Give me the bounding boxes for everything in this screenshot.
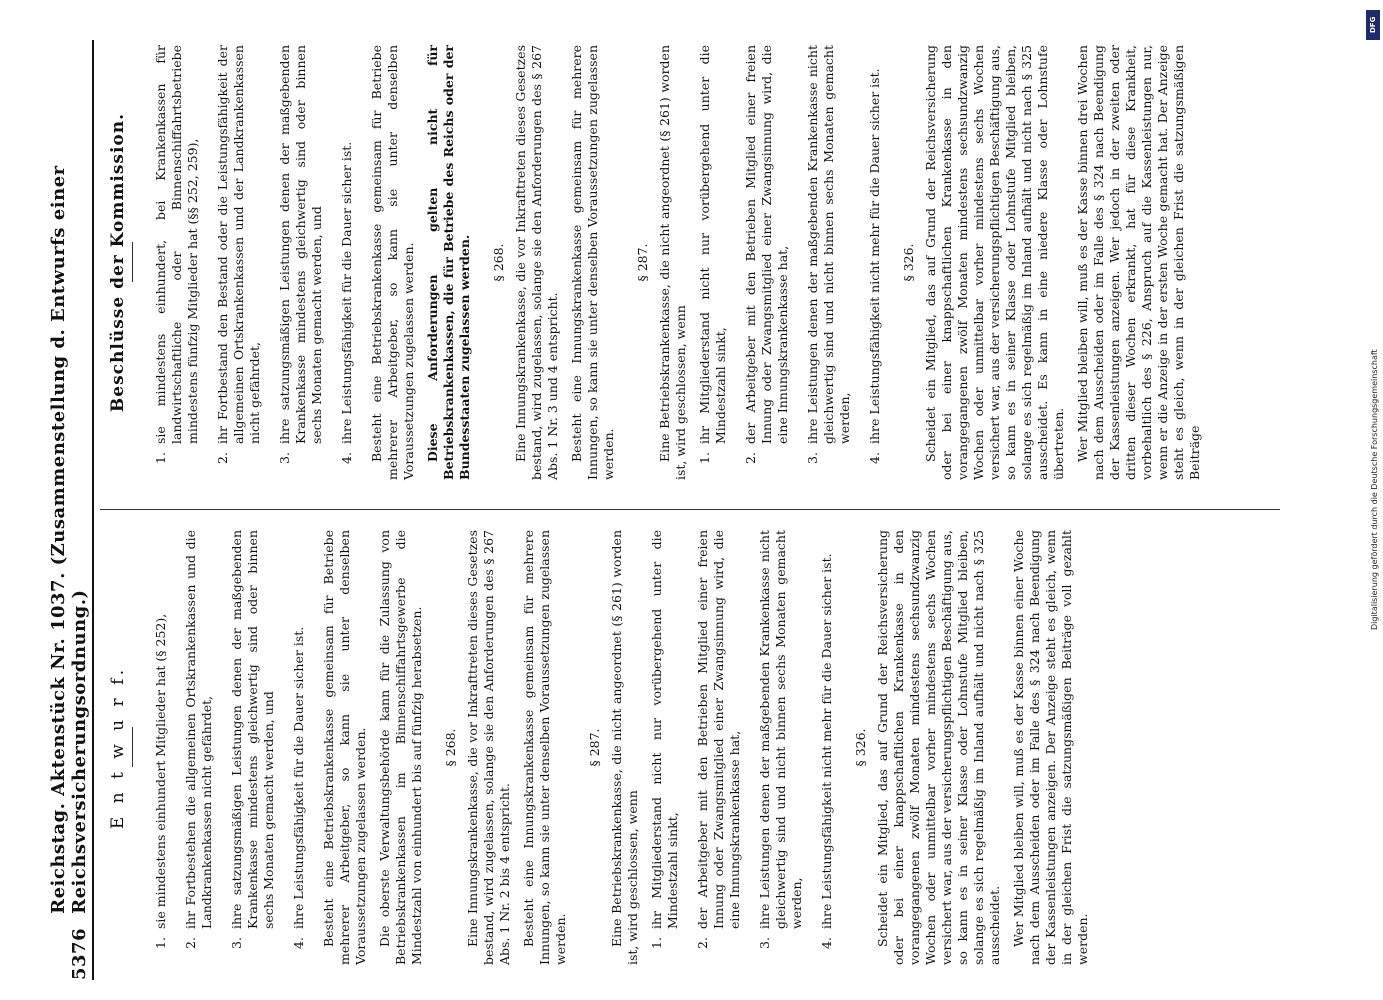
page-number: 5376	[69, 927, 90, 980]
paragraph: Besteht eine Betriebskrankenkasse gemeinsam für Betriebe mehrerer Arbeitgeber, so kann sie unter denselben Voraussetzungen zugelassen werden.	[321, 530, 368, 965]
list-item	[757, 530, 805, 965]
item-text: ihre Leistungsfähigkeit für die Dauer sicher ist.	[339, 141, 354, 444]
item-text: sie mindestens einhundert Mitglieder hat (§ 252),	[153, 613, 168, 929]
item-text: der Arbeitgeber mit den Betrieben Mitglied einer freien Innung oder Zwangsmitglied einer Zwangsinnung wird, die eine Innungskrankenkasse hat,	[695, 530, 742, 929]
item-text: ihre satzungsmäßigen Leistungen denen der maßgebenden Krankenkasse mindestens gleichwertig sind oder binnen sechs Monaten gemacht werden, und	[229, 530, 276, 929]
list-item	[153, 45, 201, 480]
list-item	[697, 45, 729, 480]
item-number: 4.	[867, 452, 882, 464]
item-text: der Arbeitgeber mit den Betrieben Mitglied einer freien Innung oder Zwangsmitglied einer Zwangsinnung wird, die eine Innungskrankenkasse hat,	[743, 45, 790, 444]
list-item	[183, 530, 215, 965]
section-heading: § 287.	[635, 243, 650, 282]
paragraph: Scheidet ein Mitglied, das auf Grund der Reichsversicherung oder bei einer knappschaftlichen Krankenkasse in den vorangegangenen zwölf Monaten mindestens sechsundzwanzig Wochen oder unmittelbar vorher mindestens sechs Wochen versichert war, aus der versicherungspflichtigen Beschäftigung aus, so kann es in seiner Klasse oder Lohnstufe Mitglied bleiben, solange es sich regelmäßig im Inland aufhält und nicht nach § 325 ausscheidet.	[875, 530, 1002, 965]
item-number: 4.	[819, 937, 834, 949]
list-item	[649, 530, 681, 965]
section-heading: § 326.	[901, 243, 916, 282]
item-text: ihre Leistungen denen der maßgebenden Krankenkasse nicht gleichwertig sind und nicht binnen sechs Monaten gemacht werden,	[805, 45, 852, 444]
digitization-note: Digitalisierung gefördert durch die Deutsche Forschungsgemeinschaft	[1370, 349, 1379, 630]
paragraph: Die oberste Verwaltungsbehörde kann für die Zulassung von Betriebskrankenkassen im Binnenschiffahrtsgewerbe die Mindestzahl von einhundert bis auf fünfzig herabsetzen.	[377, 530, 424, 965]
section-heading: § 287.	[587, 728, 602, 767]
list-item	[229, 530, 277, 965]
item-number: 3.	[805, 452, 820, 464]
item-text: ihr Fortbestand den Bestand oder die Leistungsfähigkeit der allgemeinen Ortskrankenkassen und der Landkrankenkassen nicht gefährdet,	[215, 45, 262, 444]
paragraph: Besteht eine Betriebskrankenkasse gemeinsam für Betriebe mehrerer Arbeitgeber, so kann sie unter denselben Voraussetzungen zugelassen werden.	[369, 45, 416, 480]
item-number: 3.	[277, 452, 292, 464]
item-text: ihr Mitgliederstand nicht nur vorübergehend unter die Mindestzahl sinkt,	[649, 530, 680, 929]
paragraph: Scheidet ein Mitglied, das auf Grund der Reichsversicherung oder bei einer knappschaftlichen Krankenkasse in den vorangegangenen zwölf Monaten mindestens sechsundzwanzig Wochen oder unmittelbar vorher mindestens sechs Wochen versichert war, aus der versicherungspflichtigen Beschäftigung aus, so kann es in seiner Klasse oder Lohnstufe Mitglied bleiben, solange es sich regelmäßig im Inland aufhält und nicht nach § 325 ausscheidet. Es kann in eine niedere Klasse oder Lohnstufe übertreten.	[923, 45, 1066, 480]
item-text: ihre Leistungsfähigkeit nicht mehr für die Dauer sicher ist.	[819, 553, 834, 929]
paragraph-amendment: Diese Anforderungen gelten nicht für Betriebskrankenkassen, die für Betriebe des Reichs oder der Bundesstaaten zugelassen werden.	[425, 45, 472, 480]
item-text: ihre Leistungsfähigkeit für die Dauer sicher ist.	[291, 626, 306, 929]
item-number: 3.	[229, 937, 244, 949]
item-text: sie mindestens einhundert, bei Krankenkassen für landwirtschaftliche oder Binnenschiffahrtsbetriebe mindestens fünfzig Mitglieder hat (§§ 252, 259),	[153, 45, 200, 444]
paragraph: Besteht eine Innungskrankenkasse gemeinsam für mehrere Innungen, so kann sie unter denselben Voraussetzungen zugelassen werden.	[569, 45, 616, 480]
list-item	[291, 530, 307, 965]
item-number: 1.	[697, 452, 712, 464]
paragraph: Eine Betriebskrankenkasse, die nicht angeordnet (§ 261) worden ist, wird geschlossen, wenn	[657, 45, 688, 480]
list-item	[277, 45, 325, 480]
header-rule	[92, 40, 94, 980]
item-text: ihr Fortbestehen die allgemeinen Ortskrankenkassen und die Landkrankenkassen nicht gefährdet,	[183, 530, 214, 929]
list-item	[215, 45, 263, 480]
section-heading: § 268.	[443, 728, 458, 767]
paragraph: Besteht eine Innungskrankenkasse gemeinsam für mehrere Innungen, so kann sie unter denselben Voraussetzungen zugelassen werden.	[521, 530, 568, 965]
list-item	[867, 45, 883, 480]
paragraph: Eine Innungskrankenkasse, die vor Inkrafttreten dieses Gesetzes bestand, wird zugelassen, solange sie den Anforderungen des § 267 Abs. 1 Nr. 3 und 4 entspricht.	[513, 45, 560, 480]
page-title: Reichstag. Aktenstück Nr. 1037. (Zusammenstellung d. Entwurfs einer Reichsversicherungsordnung.)	[48, 165, 90, 914]
paragraph: Wer Mitglied bleiben will, muß es der Kasse binnen einer Woche nach dem Ausscheiden oder im Falle des § 324 nach Beendigung der Kassenleistungen anzeigen. Der Anzeige steht es gleich, wenn in der gleichen Frist die satzungsmäßigen Beiträge voll gezahlt werden.	[1011, 530, 1090, 965]
section-heading: § 268.	[491, 243, 506, 282]
list-item	[695, 530, 743, 965]
column-heading-entwurf: E n t w u r f.	[108, 665, 128, 830]
item-text: ihre Leistungsfähigkeit nicht mehr für die Dauer sicher ist.	[867, 68, 882, 444]
paragraph: Eine Innungskrankenkasse, die vor Inkrafttreten dieses Gesetzes bestand, wird zugelassen, solange sie den Anforderungen des § 267 Abs. 1 Nr. 2 bis 4 entspricht.	[465, 530, 512, 965]
item-number: 4.	[291, 937, 306, 949]
item-text: ihre satzungsmäßigen Leistungen denen der maßgebenden Krankenkasse mindestens gleichwertig sind oder binnen sechs Monaten gemacht werden, und	[277, 45, 324, 444]
item-number: 2.	[743, 452, 758, 464]
dfg-logo: DFG	[1366, 10, 1380, 40]
column-entwurf	[110, 530, 1099, 965]
paragraph: Eine Betriebskrankenkasse, die nicht angeordnet (§ 261) worden ist, wird geschlossen, wenn	[609, 530, 640, 965]
list-item	[339, 45, 355, 480]
item-text: ihr Mitgliederstand nicht nur vorübergehend unter die Mindestzahl sinkt,	[697, 45, 728, 444]
list-item	[819, 530, 835, 965]
paragraph: Wer Mitglied bleiben will, muß es der Kasse binnen drei Wochen nach dem Ausscheiden oder im Falle des § 324 nach Beendigung der Kassenleistungen anzeigen. Wer jedoch in der zweiten oder dritten dieser Wochen erkrankt, hat für diese Krankheit, vorbehaltlich des § 226, Anspruch auf die Kassenleistungen nur, wenn er die Anzeige in der ersten Woche gemacht hat. Der Anzeige steht es gleich, wenn in der gleichen Frist die satzungsmäßigen Beiträge	[1075, 45, 1202, 480]
heading-rule	[132, 243, 133, 283]
item-number: 2.	[183, 937, 198, 949]
item-number: 4.	[339, 452, 354, 464]
item-number: 2.	[215, 452, 230, 464]
section-heading: § 326.	[853, 728, 868, 767]
item-number: 1.	[153, 937, 168, 949]
item-number: 3.	[757, 937, 772, 949]
page-header	[50, 40, 90, 980]
item-text: ihre Leistungen denen der maßgebenden Krankenkasse nicht gleichwertig sind und nicht binnen sechs Monaten gemacht werden,	[757, 530, 804, 929]
column-beschluesse	[110, 45, 1211, 480]
list-item	[153, 530, 169, 965]
item-number: 1.	[153, 452, 168, 464]
item-number: 1.	[649, 937, 664, 949]
column-heading-beschluesse: Beschlüsse der Kommission.	[108, 112, 128, 413]
list-item	[743, 45, 791, 480]
heading-rule	[132, 728, 133, 768]
item-number: 2.	[695, 937, 710, 949]
column-divider	[100, 509, 1280, 510]
list-item	[805, 45, 853, 480]
